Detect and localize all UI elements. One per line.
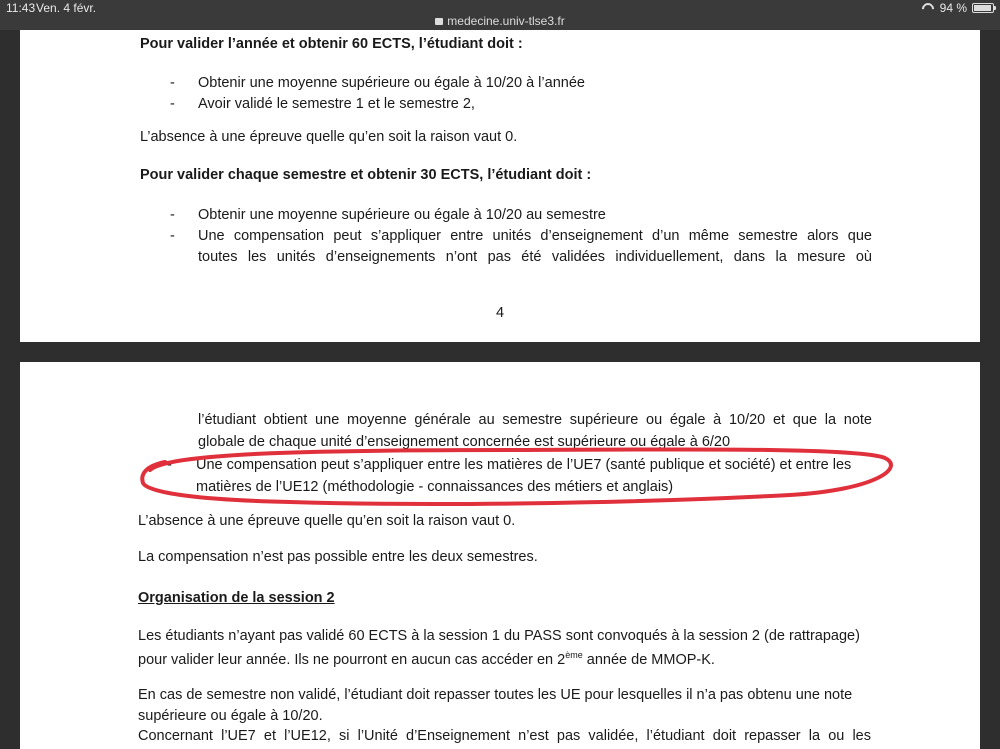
- continuation-line: l’étudiant obtient une moyenne générale au semestre supérieure ou égale à 10/20 et que la note: [198, 412, 872, 428]
- lock-icon: [435, 18, 443, 25]
- address-bar[interactable]: [0, 14, 1000, 28]
- year-item: Avoir validé le semestre 1 et le semestre 2,: [198, 96, 475, 112]
- wifi-icon: [921, 3, 935, 13]
- heading-validate-year: Pour valider l’année et obtenir 60 ECTS, l’étudiant doit :: [140, 36, 523, 52]
- session2-text: année de MMOP-K.: [582, 651, 715, 668]
- compensation-line: Une compensation peut s’appliquer entre les matières de l’UE7 (santé publique et société) et entre les: [196, 457, 852, 473]
- session2-paragraph-line: supérieure ou égale à 10/20.: [138, 708, 323, 724]
- session2-paragraph-line: En cas de semestre non validé, l’étudiant doit repasser toutes les UE pour lesquelles il n’a pas obtenu une note: [138, 687, 853, 703]
- compensation-line: matières de l’UE12 (méthodologie - connaissances des métiers et anglais): [196, 479, 674, 495]
- battery-fill: [974, 5, 991, 11]
- continuation-line: globale de chaque unité d’enseignement concernée est supérieure ou égale à 6/20: [198, 434, 731, 450]
- semester-item-line: toutes les unités d’enseignements n’ont pas été validées individuellement, dans la mesure où: [198, 249, 872, 265]
- no-compensation-rule: La compensation n’est pas possible entre les deux semestres.: [138, 549, 538, 565]
- page-number: 4: [495, 305, 505, 321]
- url-text: medecine.univ-tlse3.fr: [447, 14, 565, 28]
- document-page-5: [20, 362, 980, 749]
- semester-item: Obtenir une moyenne supérieure ou égale à 10/20 au semestre: [198, 207, 606, 223]
- status-date: Ven. 4 févr.: [36, 1, 97, 15]
- status-time: 11:43: [6, 1, 36, 15]
- bullet: -: [170, 207, 175, 223]
- semester-item-line: Une compensation peut s’appliquer entre unités d’enseignement d’un même semestre alors que: [198, 228, 872, 244]
- year-item: Obtenir une moyenne supérieure ou égale à 10/20 à l’année: [198, 75, 585, 91]
- bullet: -: [170, 96, 175, 112]
- status-right: [921, 1, 994, 15]
- document-page-4: [20, 30, 980, 342]
- bullet: -: [167, 457, 172, 473]
- ios-status-bar: [0, 0, 1000, 30]
- session2-paragraph-line: [138, 650, 715, 668]
- ordinal-superscript: ème: [565, 650, 583, 660]
- bullet: -: [170, 75, 175, 91]
- session2-text: pour valider leur année. Ils ne pourront en aucun cas accéder en 2: [138, 651, 566, 668]
- absence-rule: L’absence à une épreuve quelle qu’en soit la raison vaut 0.: [138, 513, 516, 529]
- bullet: -: [170, 228, 175, 244]
- battery-icon: [972, 3, 994, 13]
- heading-validate-semester: Pour valider chaque semestre et obtenir 30 ECTS, l’étudiant doit :: [140, 167, 592, 183]
- battery-percent: 94 %: [939, 1, 967, 15]
- session2-paragraph-line: Les étudiants n’ayant pas validé 60 ECTS à la session 1 du PASS sont convoqués à la session 2 (de rattrapage): [138, 628, 860, 644]
- session2-paragraph-line: Concernant l’UE7 et l’UE12, si l’Unité d’Enseignement n’est pas validée, l’étudiant doit repasser la ou les: [138, 728, 871, 744]
- session2-heading: Organisation de la session 2: [138, 590, 335, 606]
- absence-rule: L’absence à une épreuve quelle qu’en soit la raison vaut 0.: [140, 129, 518, 145]
